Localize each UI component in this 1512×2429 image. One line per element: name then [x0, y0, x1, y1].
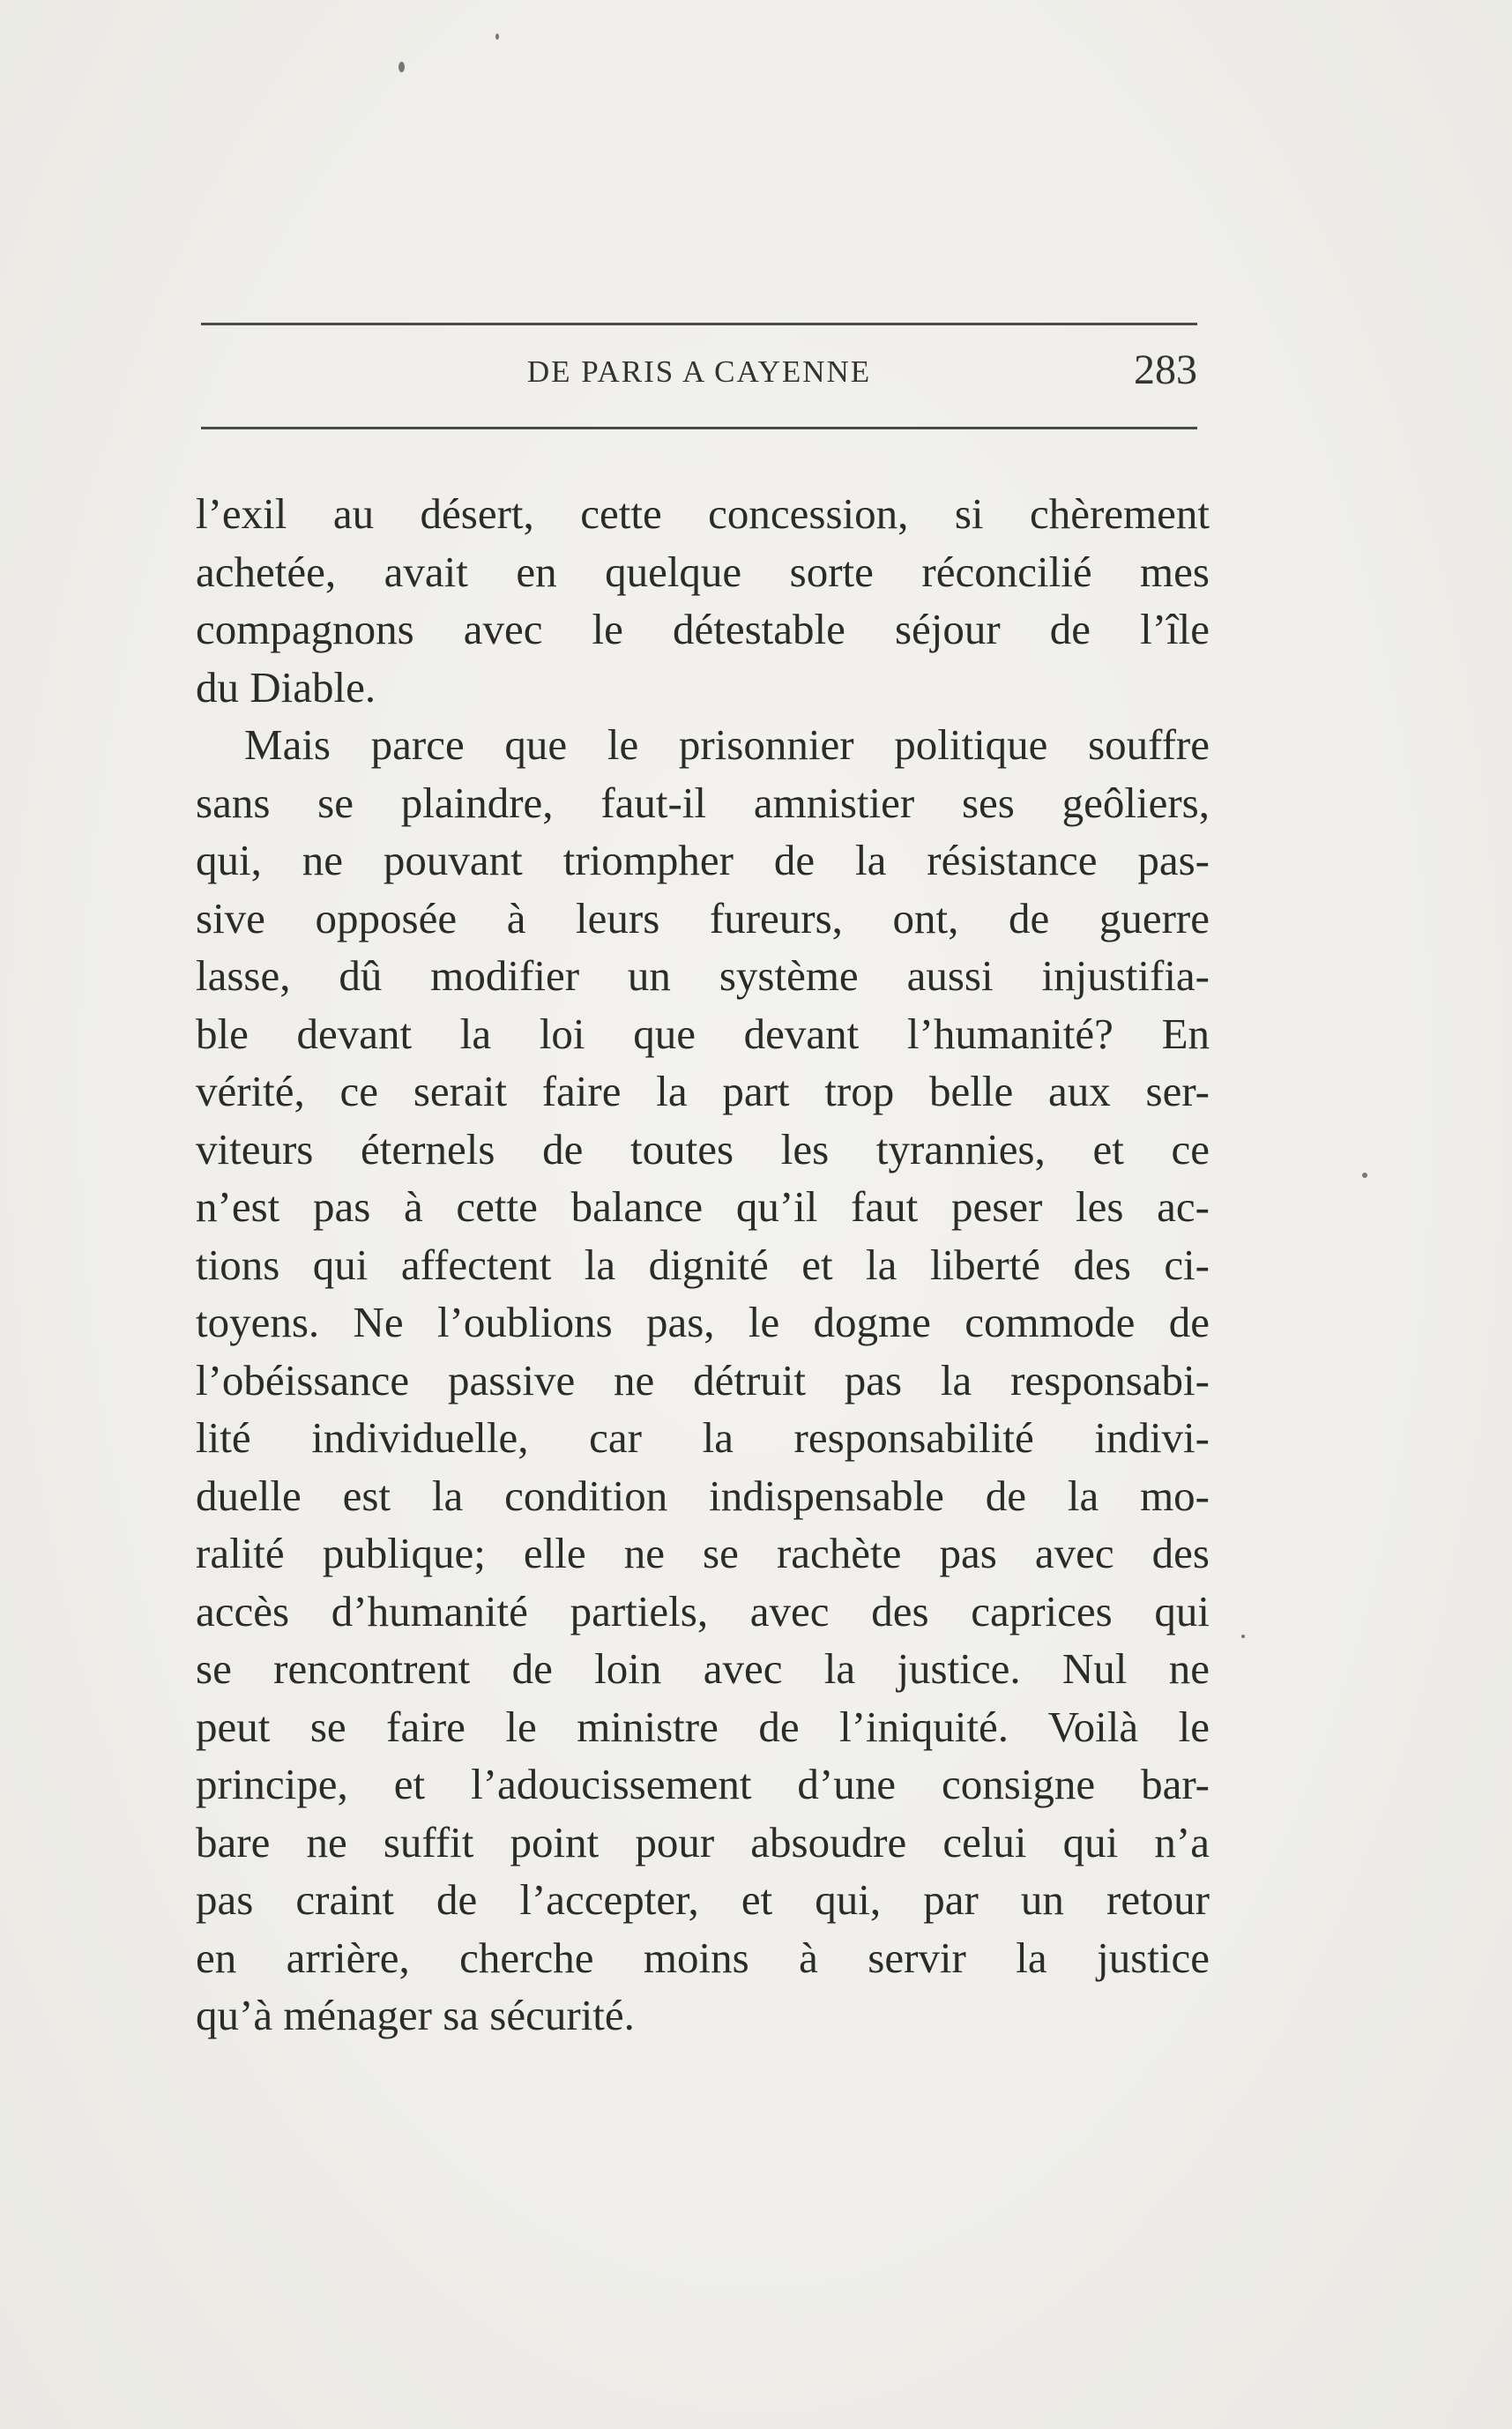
text-line: sive opposée à leurs fureurs, ont, de guerre: [196, 893, 1210, 943]
text-line: peut se faire le ministre de l’iniquité. Voilà le: [196, 1702, 1210, 1751]
text-line: ble devant la loi que devant l’humanité? En: [196, 1009, 1210, 1058]
text-line: bare ne suffit point pour absoudre celui qui n’a: [196, 1817, 1210, 1866]
text-line: l’obéissance passive ne détruit pas la responsabi-: [196, 1355, 1210, 1404]
paper-speck: [398, 62, 405, 72]
text-line: achetée, avait en quelque sorte réconcilié mes: [196, 547, 1210, 596]
text-line: sans se plaindre, faut-il amnistier ses geôliers,: [196, 778, 1210, 827]
text-line: qu’à ménager sa sécurité.: [196, 1991, 635, 2039]
running-title: DE PARIS A CAYENNE: [526, 354, 872, 389]
text-line: duelle est la condition indispensable de la mo-: [196, 1471, 1210, 1520]
text-line: tions qui affectent la dignité et la liberté des ci-: [196, 1240, 1210, 1289]
text-line: viteurs éternels de toutes les tyrannies, et ce: [196, 1124, 1210, 1174]
text-line: toyens. Ne l’oublions pas, le dogme commode de: [196, 1298, 1210, 1346]
paper-speck: [495, 34, 499, 40]
header-rule-bottom: [201, 427, 1197, 429]
body-text: [196, 485, 1210, 2045]
text-line: du Diable.: [196, 662, 376, 712]
text-line: Mais parce que le prisonnier politique souffre: [244, 720, 1210, 769]
text-line: ralité publique; elle ne se rachète pas avec des: [196, 1529, 1210, 1577]
text-line: compagnons avec le détestable séjour de l’île: [196, 605, 1210, 653]
text-line: qui, ne pouvant triompher de la résistance pas-: [196, 836, 1210, 884]
header-rule-top: [201, 323, 1197, 325]
text-line: accès d’humanité partiels, avec des caprices qui: [196, 1586, 1210, 1635]
text-line: lité individuelle, car la responsabilité indivi-: [196, 1413, 1210, 1462]
text-line: l’exil au désert, cette concession, si chèrement: [196, 489, 1210, 538]
text-line: se rencontrent de loin avec la justice. Nul ne: [196, 1644, 1210, 1693]
paper-speck: [1362, 1173, 1367, 1178]
text-line: en arrière, cherche moins à servir la justice: [196, 1933, 1210, 1982]
text-line: principe, et l’adoucissement d’une consigne bar-: [196, 1760, 1210, 1808]
text-line: lasse, dû modifier un système aussi injustifia-: [196, 951, 1210, 1000]
paper-speck: [1241, 1635, 1245, 1638]
text-line: pas craint de l’accepter, et qui, par un retour: [196, 1875, 1210, 1924]
page-number: 283: [1134, 346, 1197, 393]
text-line: n’est pas à cette balance qu’il faut peser les ac-: [196, 1182, 1210, 1231]
running-head: [201, 346, 1197, 407]
text-line: vérité, ce serait faire la part trop belle aux ser-: [196, 1067, 1210, 1115]
